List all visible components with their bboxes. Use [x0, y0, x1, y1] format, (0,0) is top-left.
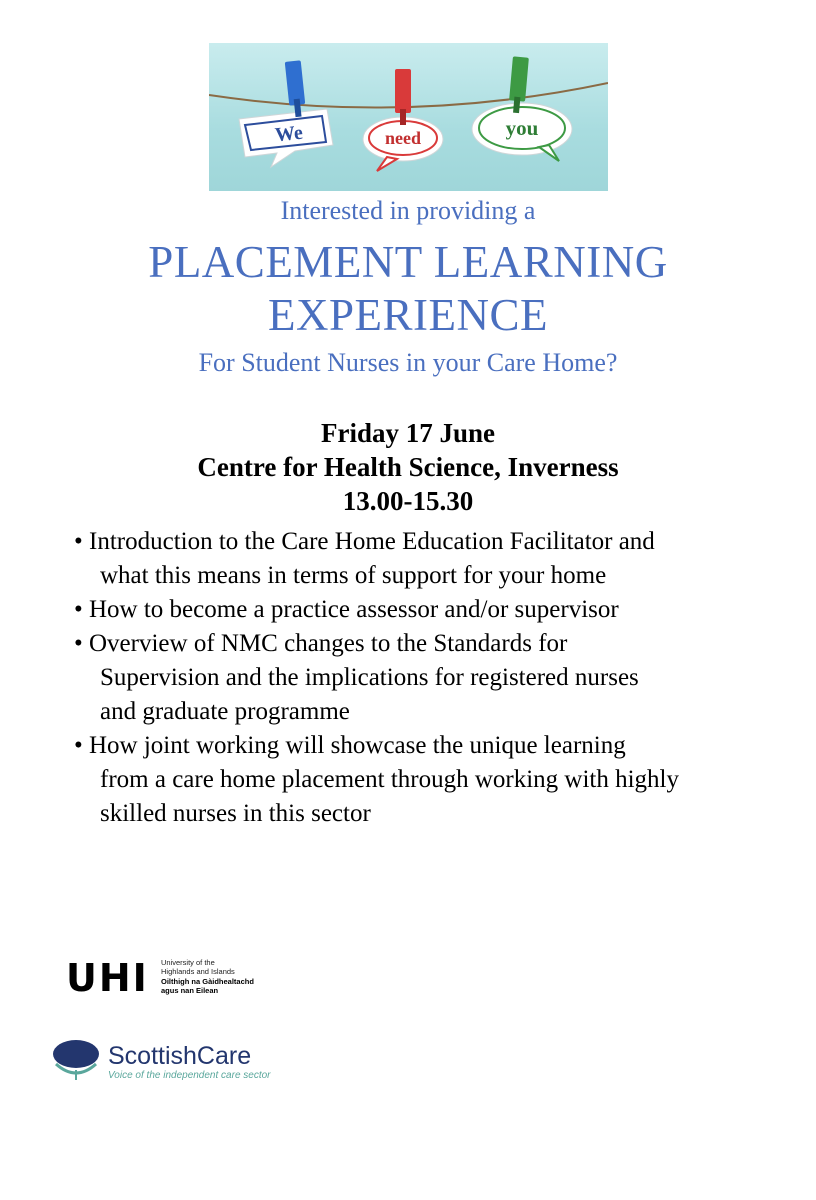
scottish-care-logo [50, 1036, 330, 1091]
event-venue: Centre for Health Science, Inverness [197, 452, 619, 482]
agenda-line: • Introduction to the Care Home Education Facilitator and [74, 528, 655, 555]
uhi-text-line: agus nan Eilean [161, 986, 219, 995]
scottish-care-name: ScottishCare [108, 1042, 252, 1070]
uhi-text-line: Oilthigh na Gàidhealtachd [161, 977, 254, 986]
uhi-text-line: University of the [161, 958, 215, 967]
banner-illustration [209, 43, 608, 191]
agenda-line: • How to become a practice assessor and/or supervisor [74, 596, 619, 623]
agenda-item [74, 729, 794, 831]
event-date: Friday 17 June [320, 418, 495, 448]
agenda-line: Supervision and the implications for registered nurses [100, 664, 639, 691]
bubble-word-you: you [505, 116, 539, 140]
speech-bubble-need [363, 117, 443, 171]
speech-bubble-we [239, 109, 333, 167]
subtitle: For Student Nurses in your Care Home? [198, 348, 618, 377]
we-need-you-banner [209, 43, 608, 191]
agenda-line: • How joint working will showcase the unique learning [74, 732, 626, 759]
blue-peg [285, 60, 306, 117]
agenda-line: • Overview of NMC changes to the Standards for [74, 630, 568, 657]
bubble-word-we: We [273, 121, 304, 147]
agenda-item [74, 627, 794, 729]
title-line-1: PLACEMENT LEARNING [148, 237, 668, 287]
uhi-mark: UHI [66, 957, 149, 1000]
uhi-logo [66, 957, 266, 1006]
agenda-item [74, 525, 794, 593]
agenda-line: and graduate programme [100, 698, 350, 725]
intro-heading: Interested in providing a [280, 196, 536, 225]
agenda-item [74, 593, 794, 627]
scottish-care-emblem-icon [53, 1040, 99, 1080]
red-peg [395, 69, 411, 125]
uhi-text-line: Highlands and Islands [161, 967, 235, 976]
title-line-2: EXPERIENCE [268, 290, 548, 340]
agenda-line: from a care home placement through working with highly [100, 766, 680, 793]
speech-bubble-you [472, 103, 572, 161]
scottish-care-tagline: Voice of the independent care sector [108, 1070, 271, 1081]
bubble-word-need: need [385, 128, 421, 148]
agenda-line: what this means in terms of support for your home [100, 562, 607, 589]
agenda-list [74, 525, 794, 831]
agenda-line: skilled nurses in this sector [100, 800, 371, 827]
event-time: 13.00-15.30 [342, 486, 474, 516]
